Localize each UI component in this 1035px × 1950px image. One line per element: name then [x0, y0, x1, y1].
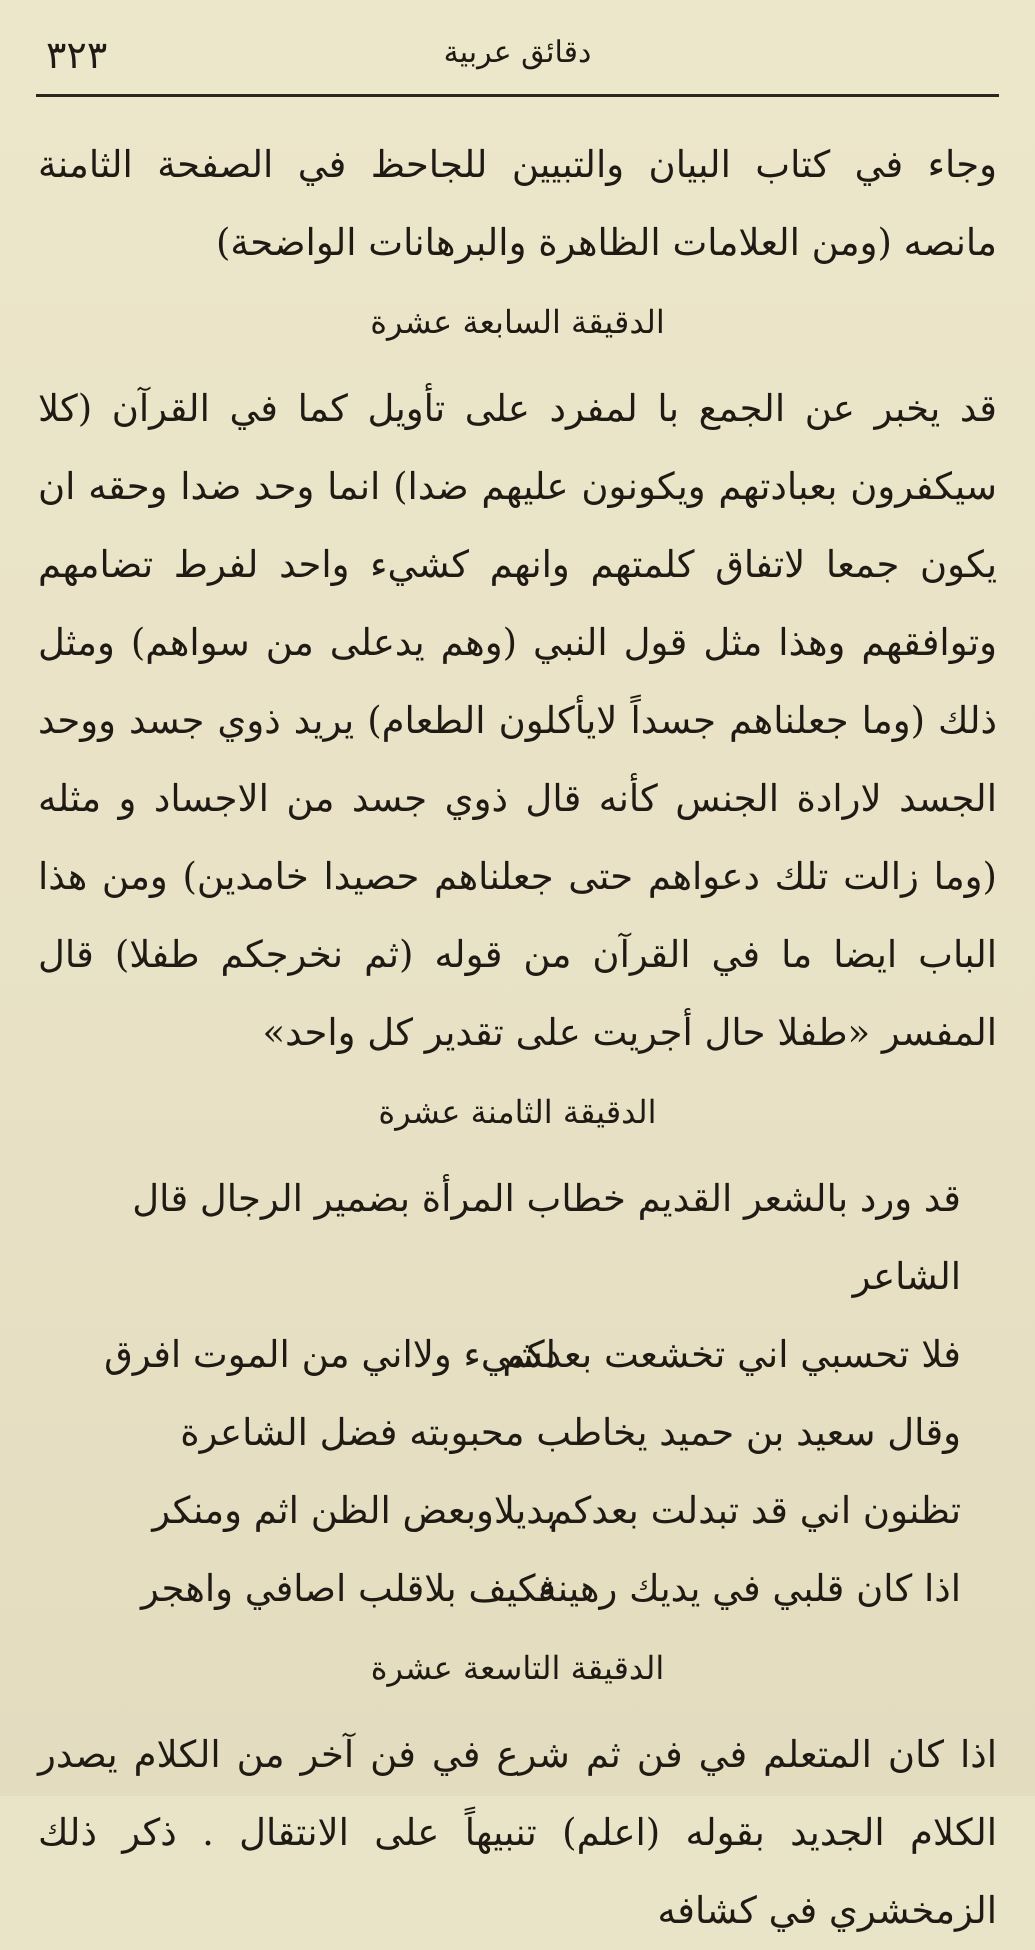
verse-first-hemistich: تظنون اني قد تبدلت بعدكم — [549, 1489, 961, 1532]
section-heading-17: الدقيقة السابعة عشرة — [370, 303, 665, 341]
opening-paragraph: وجاء في كتاب البيان والتبيين للجاحظ في الصفحة الثامنة مانصه (ومن العلامات الظاهرة والبرهانات الواضحة) — [38, 143, 997, 264]
running-title: دقائق عربية — [443, 35, 592, 70]
poem-intro-2: وقال سعيد بن حميد يخاطب محبوبته فضل الشاعرة — [180, 1411, 961, 1454]
page-content — [38, 126, 997, 1932]
section-heading-18: الدقيقة الثامنة عشرة — [378, 1093, 657, 1131]
verse-second-hemistich: بديلاوبعض الظن اثم ومنكر — [152, 1489, 556, 1532]
verse-first-hemistich: فلا تحسبي اني تخشعت بعدكم — [502, 1333, 961, 1376]
verse-row — [38, 1550, 997, 1628]
header-rule — [36, 94, 999, 97]
verse-second-hemistich: لشيء ولااني من الموت افرق — [104, 1333, 556, 1376]
verse-first-hemistich: اذا كان قلبي في يديك رهينة — [537, 1567, 961, 1610]
section-19-paragraph: اذا كان المتعلم في فن ثم شرع في فن آخر من الكلام يصدر الكلام الجديد بقوله (اعلم) تنبيهاً على الانتقال . ذكر ذلك الزمخشري في كشافه — [38, 1733, 997, 1932]
verse-second-hemistich: فكيف بلاقلب اصافي واهجر — [141, 1567, 556, 1610]
section-17-paragraph: قد يخبر عن الجمع با لمفرد على تأويل كما في القرآن (كلا سيكفرون بعبادتهم ويكونون عليهم ضدا) انما وحد ضدا وحقه ان يكون جمعا لاتفاق كلمتهم وانهم كشيء واحد لفرط تضامهم وتوافقهم وهذا مثل قول النبي (وهم يدعلى من سواهم) ومثل ذلك (وما جعلناهم جسداً لايأكلون الطعام) يريد ذوي جسد ووحد الجسد لارادة الجنس كأنه قال ذوي جسد من الاجساد و مثله (وما زالت تلك دعواهم حتى جعلناهم حصيدا خامدين) ومن هذا الباب ايضا ما في القرآن من قوله (ثم نخرجكم طفلا) قال المفسر «طفلا حال أجريت على تقدير كل واحد» — [38, 387, 997, 1054]
page-number: ٣٢٣ — [46, 33, 108, 77]
verse-row — [38, 1316, 997, 1394]
section-heading-19: الدقيقة التاسعة عشرة — [370, 1649, 665, 1687]
page-header — [36, 18, 999, 100]
verse-row — [38, 1472, 997, 1550]
poem-intro-1: قد ورد بالشعر القديم خطاب المرأة بضمير الرجال قال الشاعر — [132, 1177, 961, 1298]
